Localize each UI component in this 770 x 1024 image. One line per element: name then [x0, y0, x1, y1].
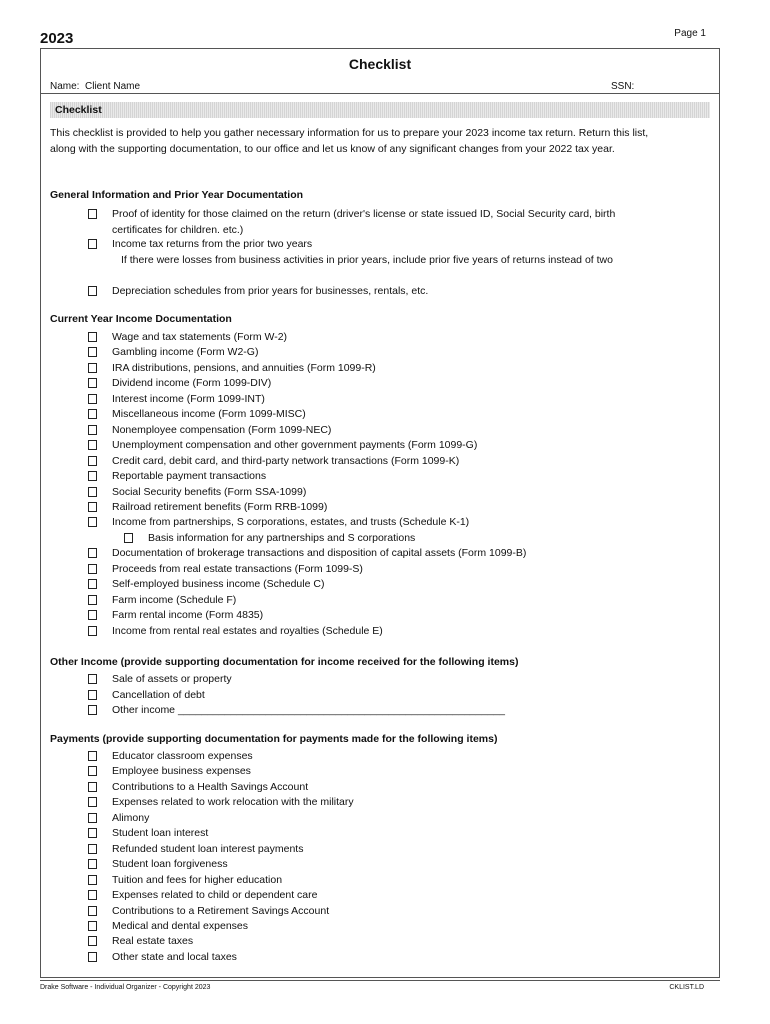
checkbox[interactable] — [88, 890, 97, 900]
checkbox[interactable] — [88, 209, 97, 219]
item-label: Medical and dental expenses — [112, 919, 249, 932]
section-title-general: General Information and Prior Year Documentation — [50, 189, 304, 201]
checkbox[interactable] — [88, 347, 97, 357]
item-label: Educator classroom expenses — [112, 750, 253, 762]
item-label: Social Security benefits (Form SSA-1099) — [112, 485, 307, 498]
item-label: Contributions to a Retirement Savings Account — [112, 904, 330, 917]
item-label: Employee business expenses — [112, 765, 251, 778]
checkbox[interactable] — [88, 875, 97, 885]
checkbox[interactable] — [88, 906, 97, 916]
checkbox[interactable] — [88, 394, 97, 404]
checklist-item[interactable] — [88, 592, 648, 608]
checklist-item[interactable] — [88, 810, 648, 826]
page-title: Checklist — [348, 56, 412, 72]
checklist-item[interactable] — [88, 763, 648, 779]
ssn-label: SSN: — [611, 81, 635, 92]
checklist-form — [40, 48, 720, 978]
item-label: Student loan interest — [112, 827, 209, 840]
item-label: Self-employed business income (Schedule C) — [112, 578, 325, 591]
page-number: Page 1 — [674, 28, 706, 39]
item-label: Income from rental real estates and royalties (Schedule E) — [112, 624, 383, 637]
section-title-other-income: Other Income (provide supporting documentation for income received for the following items) — [50, 656, 519, 668]
tax-year: 2023 — [40, 30, 74, 47]
checkbox[interactable] — [88, 471, 97, 481]
checkbox[interactable] — [88, 409, 97, 419]
checkbox[interactable] — [88, 564, 97, 574]
item-label: Contributions to a Health Savings Account — [112, 780, 309, 793]
checkbox[interactable] — [88, 548, 97, 558]
item-label: Dividend income (Form 1099-DIV) — [112, 377, 272, 390]
checklist-item[interactable] — [88, 453, 648, 469]
checkbox[interactable] — [88, 425, 97, 435]
item-label: Depreciation schedules from prior years for businesses, rentals, etc. — [112, 285, 429, 297]
checklist-item[interactable] — [88, 499, 648, 515]
checkbox[interactable] — [88, 456, 97, 466]
item-label: Farm income (Schedule F) — [112, 593, 237, 606]
item-label: Miscellaneous income (Form 1099-MISC) — [112, 408, 306, 421]
item-label: Refunded student loan interest payments — [112, 842, 304, 855]
footer-form-code: CKLIST.LD — [669, 984, 704, 991]
item-label: Real estate taxes — [112, 935, 194, 948]
checkbox[interactable] — [88, 487, 97, 497]
checklist-item[interactable] — [88, 576, 648, 592]
item-label: Expenses related to child or dependent care — [112, 889, 318, 902]
checkbox[interactable] — [88, 363, 97, 373]
checklist-item[interactable] — [88, 344, 648, 360]
checklist-item[interactable] — [88, 825, 648, 841]
checkbox[interactable] — [88, 595, 97, 605]
section-title-current-income: Current Year Income Documentation — [50, 313, 232, 325]
checkbox[interactable] — [88, 859, 97, 869]
item-label: Nonemployee compensation (Form 1099-NEC) — [112, 423, 332, 436]
checklist-item[interactable] — [88, 671, 648, 687]
checkbox[interactable] — [88, 378, 97, 388]
checklist-item[interactable] — [88, 887, 648, 903]
item-label: Income from partnerships, S corporations, estates, and trusts (Schedule K-1) — [112, 516, 470, 529]
checklist-item[interactable] — [88, 406, 648, 422]
checklist-item[interactable] — [88, 623, 648, 639]
item-label: Sale of assets or property — [112, 673, 232, 685]
item-label: Reportable payment transactions — [112, 470, 267, 483]
checklist-item[interactable] — [88, 841, 648, 857]
checkbox[interactable] — [88, 517, 97, 527]
checklist-item[interactable] — [88, 545, 648, 561]
checkbox[interactable] — [88, 952, 97, 962]
checklist-item[interactable] — [88, 514, 648, 530]
item-label: Wage and tax statements (Form W-2) — [112, 331, 288, 343]
checklist-item[interactable] — [88, 903, 648, 919]
checklist-item[interactable] — [88, 437, 648, 453]
item-label: Documentation of brokerage transactions and disposition of capital assets (Form 1099-B) — [112, 547, 527, 560]
checklist-item[interactable] — [88, 607, 648, 623]
checklist-item[interactable] — [88, 422, 648, 438]
checkbox[interactable] — [88, 502, 97, 512]
checklist-item[interactable] — [88, 702, 648, 718]
item-label: Proceeds from real estate transactions (Form 1099-S) — [112, 562, 363, 575]
item-label: Tuition and fees for higher education — [112, 873, 283, 886]
checkbox[interactable] — [124, 533, 133, 543]
item-label: Other income ________________________________________________________ — [112, 704, 505, 716]
checklist-item[interactable] — [88, 484, 648, 500]
checklist-item[interactable] — [88, 283, 648, 299]
client-name-field — [50, 81, 140, 92]
checklist-item[interactable] — [88, 687, 648, 703]
checklist-item[interactable] — [88, 360, 648, 376]
checklist-item[interactable] — [88, 329, 648, 345]
checklist-item[interactable] — [88, 933, 648, 949]
item-label: IRA distributions, pensions, and annuities (Form 1099-R) — [112, 361, 376, 374]
item-note: If there were losses from business activities in prior years, include prior five years of returns instead of two — [121, 254, 613, 266]
section-title-payments: Payments (provide supporting documentation for payments made for the following items) — [50, 733, 498, 745]
item-label: Gambling income (Form W2-G) — [112, 346, 259, 359]
checklist-item[interactable] — [88, 856, 648, 872]
name-label: Name: — [50, 81, 80, 92]
checklist-item[interactable] — [88, 918, 648, 934]
checkbox[interactable] — [88, 936, 97, 946]
checkbox[interactable] — [88, 579, 97, 589]
checkbox[interactable] — [88, 626, 97, 636]
item-label: Credit card, debit card, and third-party network transactions (Form 1099-K) — [112, 454, 460, 467]
checkbox[interactable] — [88, 705, 97, 715]
intro-paragraph: This checklist is provided to help you gather necessary information for us to prepare your 2023 income tax return. Return this list, along with the supporting documentation, to our office and let us know of any significant changes from your 2022 tax year. — [50, 127, 649, 155]
checklist-item[interactable] — [88, 561, 648, 577]
item-label: Unemployment compensation and other government payments (Form 1099-G) — [112, 439, 478, 452]
section-header-checklist: Checklist — [50, 102, 710, 118]
item-label: Basis information for any partnerships and S corporations — [148, 531, 416, 544]
item-label: Farm rental income (Form 4835) — [112, 609, 264, 622]
checklist-item[interactable] — [88, 779, 648, 795]
item-label: Alimony — [112, 811, 150, 824]
checkbox[interactable] — [88, 332, 97, 342]
checkbox[interactable] — [88, 797, 97, 807]
checkbox[interactable] — [88, 690, 97, 700]
checklist-item[interactable] — [88, 468, 648, 484]
footer-copyright: Drake Software - Individual Organizer - Copyright 2023 — [40, 984, 211, 991]
client-info-row — [41, 79, 719, 94]
checkbox[interactable] — [88, 674, 97, 684]
footer-divider — [40, 980, 720, 981]
checkbox[interactable] — [88, 286, 97, 296]
checklist-item[interactable] — [88, 236, 648, 268]
checklist-item[interactable] — [88, 872, 648, 888]
checkbox[interactable] — [88, 921, 97, 931]
checklist-item[interactable] — [88, 748, 648, 764]
checkbox[interactable] — [88, 813, 97, 823]
checkbox[interactable] — [88, 828, 97, 838]
item-label: Interest income (Form 1099-INT) — [112, 392, 265, 405]
checkbox[interactable] — [88, 782, 97, 792]
item-label: Proof of identity for those claimed on the return (driver's license or state issued ID, Social Security card, birth certificates for children. etc.) — [112, 208, 616, 236]
checklist-item[interactable] — [88, 391, 648, 407]
checkbox[interactable] — [88, 766, 97, 776]
item-label: Expenses related to work relocation with the military — [112, 796, 354, 809]
checkbox[interactable] — [88, 239, 97, 249]
item-label: Income tax returns from the prior two years — [112, 238, 313, 250]
client-name-value: Client Name — [85, 81, 141, 92]
checkbox[interactable] — [88, 440, 97, 450]
checklist-item[interactable] — [88, 794, 648, 810]
checklist-subitem[interactable] — [124, 530, 684, 546]
checklist-item[interactable] — [88, 949, 648, 965]
item-label: Cancellation of debt — [112, 688, 205, 701]
checkbox[interactable] — [88, 751, 97, 761]
checkbox[interactable] — [88, 844, 97, 854]
item-label: Student loan forgiveness — [112, 858, 228, 871]
checklist-item[interactable] — [88, 206, 648, 238]
item-label: Other state and local taxes — [112, 950, 237, 963]
checkbox[interactable] — [88, 610, 97, 620]
item-label: Railroad retirement benefits (Form RRB-1099) — [112, 500, 328, 513]
checklist-item[interactable] — [88, 375, 648, 391]
